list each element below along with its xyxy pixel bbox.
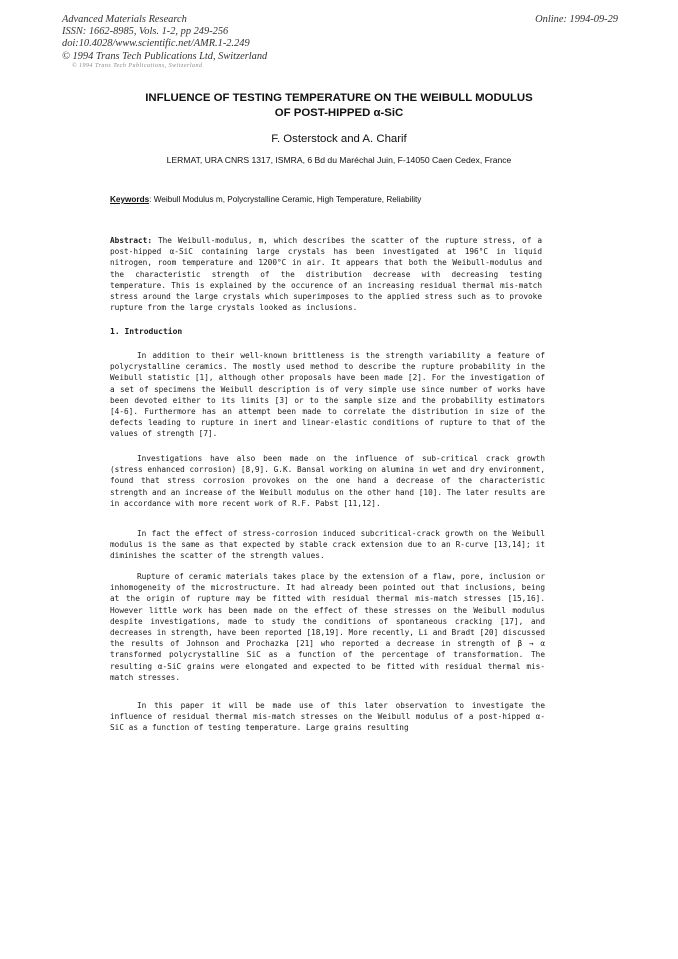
journal-name: Advanced Materials Research (62, 14, 187, 25)
paragraph-text: Investigations have also been made on the influence of sub-critical crack growth (stress enhanced corrosion) [8,9]. G.K. Bansal working on alumina in wet and dry environment, found that stress corrosion provokes on the one hand a decrease of the characteristic strength and an increase of the Weibull modulus on the other hand [10]. The later results are in accordance with more recent work of R.F. Pabst [11,12]. (110, 454, 545, 508)
keywords-text: : Weibull Modulus m, Polycrystalline Ceramic, High Temperature, Reliability (149, 195, 422, 204)
paragraph (110, 571, 545, 683)
keywords-label: Keywords (110, 195, 150, 204)
copyright-line: © 1994 Trans Tech Publications Ltd, Switzerland (62, 50, 268, 62)
paragraph-text: Rupture of ceramic materials takes place by the extension of a flaw, pore, inclusion or inhomogeneity of the microstructure. It had already been pointed out that inclusions, being at the origin of rupture may be fitted with residual thermal mis-match stresses [15,16]. However little work has been made on the effect of these stresses on the Weibull modulus despite investigations, made to study the conditions of spontaneous cracking [17], and decreases in strength, have been reported [18,19]. More recently, Li and Bradt [20] discussed the results of Johnson and Prochazka [21] who reported a decrease in strength of β → α transformed polycrystalline SiC as a function of the percentage of transformation. The resulting α-SiC grains were elongated and expected to be fitted with residual thermal mis-match stresses. (110, 572, 545, 682)
paper-title (95, 91, 583, 121)
keywords-line (110, 195, 580, 204)
abstract-label: Abstract: (110, 236, 152, 245)
journal-issn: ISSN: 1662-8985, Vols. 1-2, pp 249-256 (62, 26, 229, 38)
abstract-text: The Weibull-modulus, m, which describes the scatter of the rupture stress, of a post-hipped α-SiC containing large crystals has been investigated at 196°C in liquid nitrogen, room temperature and 1200°C in air. It appears that both the Weibull-modulus and the characteristic strength of the distribution decrease with decreasing testing temperature. This is explained by the occurence of an increasing residual thermal mis-match stress around the large crystals which superimposes to the applied stress such as to provoke rupture from the large crystals looked as inclusions. (110, 236, 542, 313)
title-line-2: OF POST-HIPPED α-SiC (274, 107, 404, 119)
paragraph (110, 350, 545, 440)
paragraph-text: In addition to their well-known brittleness is the strength variability a feature of polycrystalline ceramics. The mostly used method to describe the rupture probability in the Weibull statistic [1], although other proposals have been made [2]. For the investigation of a set of specimens the Weibull description is of very simple use since number of works have been devoted either to its limits [3] or to the sample size and the probability estimators [4-6]. Furthermore has an attempt been made to correlate the distribution in size of the defects leading to rupture in inert and linear-elastic conditions of rupture to that of the values of strength [7]. (110, 351, 545, 439)
title-line-1: INFLUENCE OF TESTING TEMPERATURE ON THE WEIBULL MODULUS (145, 92, 533, 104)
doi-link[interactable]: doi:10.4028/www.scientific.net/AMR.1-2.249 (62, 38, 250, 50)
paragraph (110, 453, 545, 509)
paragraph (110, 528, 545, 562)
section-heading-introduction: 1. Introduction (110, 327, 183, 336)
copyright-stamp: © 1994 Trans Tech Publications, Switzerland (72, 62, 203, 69)
online-date: Online: 1994-09-29 (535, 14, 618, 25)
abstract-block (110, 235, 542, 313)
journal-header (62, 14, 618, 69)
paragraph-text: In fact the effect of stress-corrosion induced subcritical-crack growth on the Weibull modulus is the same as that expected by stable crack extension due to an R-curve [13,14]; it diminishes the scatter of the strength values. (110, 529, 545, 561)
author-affiliation: LERMAT, URA CNRS 1317, ISMRA, 6 Bd du Maréchal Juin, F-14050 Caen Cedex, France (166, 155, 512, 165)
paragraph-text: In this paper it will be made use of this later observation to investigate the influence of residual thermal mis-match stresses on the Weibull modulus of a post-hipped α-SiC as a function of testing temperature. Large grains resulting (110, 701, 545, 733)
paragraph (110, 700, 545, 734)
paper-authors: F. Osterstock and A. Charif (271, 133, 407, 145)
